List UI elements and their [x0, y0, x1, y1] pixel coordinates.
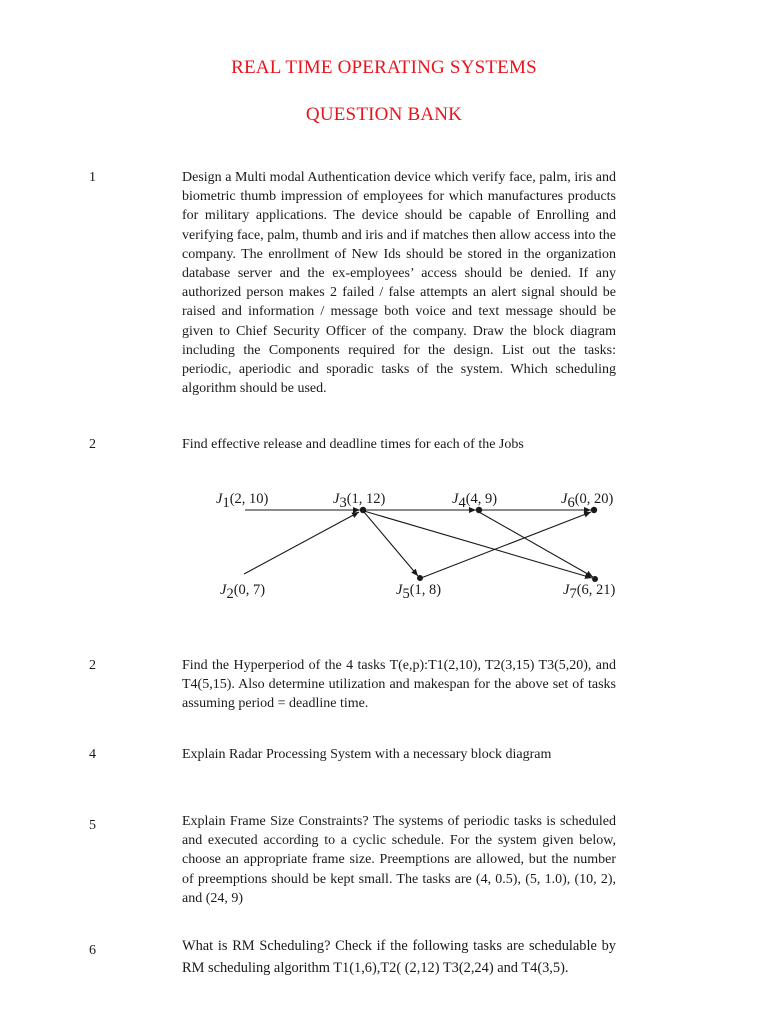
question-text: Find effective release and deadline times for each of the Jobs	[182, 437, 524, 452]
node-j5-dot	[417, 575, 423, 581]
node-label-j7: J7(6, 21)	[563, 582, 616, 602]
node-label-j5: J5(1, 8)	[396, 582, 442, 602]
edge-j2-j3	[244, 512, 359, 574]
node-label-j2: J2(0, 7)	[220, 582, 266, 602]
node-label-j1: J1(2, 10)	[216, 491, 269, 511]
node-j4-dot	[476, 507, 482, 513]
node-j3-dot	[360, 507, 366, 513]
question-text: Design a Multi modal Authentication device which verify face, palm, iris and biometric thumb impression of employees for which manufactures products for military applications. The device should be capable of Enrolling and verifying face, palm, thumb and iris and if matches then allow access into the company. The enrollment of New Ids should be stored in the organization database server and the ex-employees’ access should be denied. If any authorized person makes 2 failed / false attempts an alert signal should be raised and information / message both voice and text message should be given to Chief Security Officer of the company. Draw the block diagram including the Components required for the design. List out the tasks: periodic, aperiodic and sporadic tasks of the system. Which scheduling algorithm should be used.	[182, 170, 616, 397]
edge-j5-j6	[421, 512, 591, 578]
node-label-j6: J6(0, 20)	[561, 491, 614, 511]
edge-j3-j5	[364, 512, 418, 576]
page-title: REAL TIME OPERATING SYSTEMS	[231, 57, 537, 78]
question-text: Explain Radar Processing System with a necessary block diagram	[182, 747, 552, 762]
question-number: 4	[89, 747, 96, 762]
node-label-j3: J3(1, 12)	[333, 491, 386, 511]
question-number: 1	[89, 170, 96, 185]
page-subtitle: QUESTION BANK	[305, 104, 463, 125]
question-text: Explain Frame Size Constraints? The systems of periodic tasks is scheduled and executed according to a cyclic schedule. For the system given below, choose an appropriate frame size. Preemptions are allowed, but the number of preemptions should be kept small. The tasks are (4, 0.5), (5, 1.0), (10, 2), and (24, 9)	[182, 814, 616, 906]
question-number: 2	[89, 658, 96, 673]
node-j6-dot	[591, 507, 597, 513]
edge-j3-j7	[364, 511, 592, 578]
question-number: 5	[89, 818, 96, 833]
question-number: 6	[89, 943, 96, 958]
question-text: Find the Hyperperiod of the 4 tasks T(e,p):T1(2,10), T2(3,15) T3(5,20), and T4(5,15). Also determine utilization and makespan for the above set of tasks assuming period = deadline time.	[182, 658, 616, 712]
node-label-j4: J4(4, 9)	[452, 491, 498, 511]
edge-j4-j7	[479, 512, 593, 577]
question-number: 2	[89, 437, 96, 452]
question-text: What is RM Scheduling? Check if the following tasks are schedulable by RM scheduling algorithm T1(1,6),T2( (2,12) T3(2,24) and T4(3,5).	[182, 938, 616, 976]
